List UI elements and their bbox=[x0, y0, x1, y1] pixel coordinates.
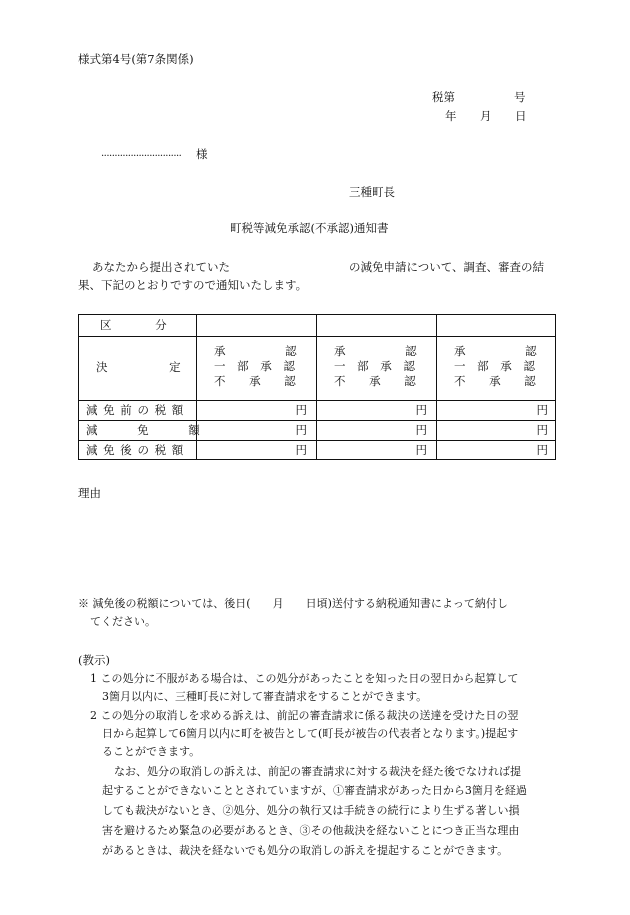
yen-unit: 円 bbox=[536, 443, 548, 457]
instruction-heading: (教示) bbox=[78, 653, 110, 667]
decision-label: 決 定 bbox=[96, 360, 181, 374]
row-label-after: 減 免 後 の 税 額 bbox=[86, 443, 184, 457]
instruction-item2-line1: 2 この処分の取消しを求める訴えは、前記の審査請求に係る裁決の送達を受けた日の翌 bbox=[90, 709, 519, 722]
document-title: 町税等減免承認(不承認)通知書 bbox=[230, 221, 389, 235]
row-label-before: 減 免 前 の 税 額 bbox=[86, 403, 184, 417]
option-partial: 一 部 承 認 bbox=[334, 359, 415, 373]
instruction-item2-line5: 起することができないこととされていますが、①審査請求があった日から3箇月を経過 bbox=[102, 784, 527, 797]
yen-unit: 円 bbox=[415, 403, 427, 417]
option-reject: 不 承 認 bbox=[334, 374, 416, 388]
instruction-item2-line2: 日から起算して6箇月以内に町を被告として(町長が被告の代表者となります。)提起す bbox=[102, 727, 519, 740]
date-year: 年 bbox=[445, 109, 457, 123]
yen-unit: 円 bbox=[295, 443, 307, 457]
table-header-label: 区 分 bbox=[100, 318, 167, 332]
date-day: 日 bbox=[515, 109, 527, 123]
intro-part1: あなたから提出されていた bbox=[92, 260, 230, 274]
row-label-amount: 減 免 額 bbox=[86, 423, 200, 437]
instruction-item1-line2: 3箇月以内に、三種町長に対して審査請求をすることができます。 bbox=[102, 690, 428, 703]
decision-options-col2 bbox=[334, 346, 420, 390]
instruction-item2-line8: があるときは、裁決を経ないでも処分の取消しの訴えを提起することができます。 bbox=[102, 844, 509, 857]
yen-unit: 円 bbox=[415, 423, 427, 437]
decision-options-col3 bbox=[454, 346, 540, 390]
instruction-item2-line6: しても裁決がないとき、②処分、処分の執行又は手続きの続行により生ずる著しい損 bbox=[102, 804, 520, 817]
note-line2: てください。 bbox=[90, 615, 156, 628]
form-number: 様式第4号(第7条関係) bbox=[78, 52, 194, 66]
yen-unit: 円 bbox=[295, 403, 307, 417]
addressee-suffix: 様 bbox=[196, 147, 208, 161]
tax-number-suffix: 号 bbox=[514, 90, 526, 104]
option-partial: 一 部 承 認 bbox=[214, 359, 295, 373]
instruction-item2-line4: なお、処分の取消しの訴えは、前記の審査請求に対する裁決を経た後でなければ提 bbox=[114, 765, 521, 778]
option-reject: 不 承 認 bbox=[214, 374, 296, 388]
intro-line2: 果、下記のとおりですので通知いたします。 bbox=[78, 278, 308, 292]
option-approve: 承 認 bbox=[454, 344, 537, 358]
reason-label: 理由 bbox=[78, 486, 101, 500]
yen-unit: 円 bbox=[415, 443, 427, 457]
yen-unit: 円 bbox=[536, 423, 548, 437]
intro-part2: の減免申請について、調査、審査の結 bbox=[349, 260, 545, 274]
date-month: 月 bbox=[480, 109, 492, 123]
option-partial: 一 部 承 認 bbox=[454, 359, 535, 373]
instruction-item1-line1: 1 この処分に不服がある場合は、この処分があったことを知った日の翌日から起算して bbox=[90, 672, 519, 685]
option-reject: 不 承 認 bbox=[454, 374, 536, 388]
tax-number-prefix: 税第 bbox=[432, 90, 455, 104]
issuer: 三種町長 bbox=[349, 185, 395, 199]
decision-options-col1 bbox=[214, 346, 300, 390]
result-table bbox=[78, 314, 556, 460]
addressee-dots: .............................. bbox=[101, 148, 182, 159]
option-approve: 承 認 bbox=[214, 344, 297, 358]
instruction-item2-line7: 害を避けるため緊急の必要があるとき、③その他裁決を経ないことにつき正当な理由 bbox=[102, 824, 520, 837]
option-approve: 承 認 bbox=[334, 344, 417, 358]
yen-unit: 円 bbox=[295, 423, 307, 437]
note-line1: ※ 減免後の税額については、後日( 月 日頃)送付する納税通知書によって納付し bbox=[78, 597, 508, 610]
yen-unit: 円 bbox=[536, 403, 548, 417]
instruction-item2-line3: ることができます。 bbox=[102, 745, 201, 758]
